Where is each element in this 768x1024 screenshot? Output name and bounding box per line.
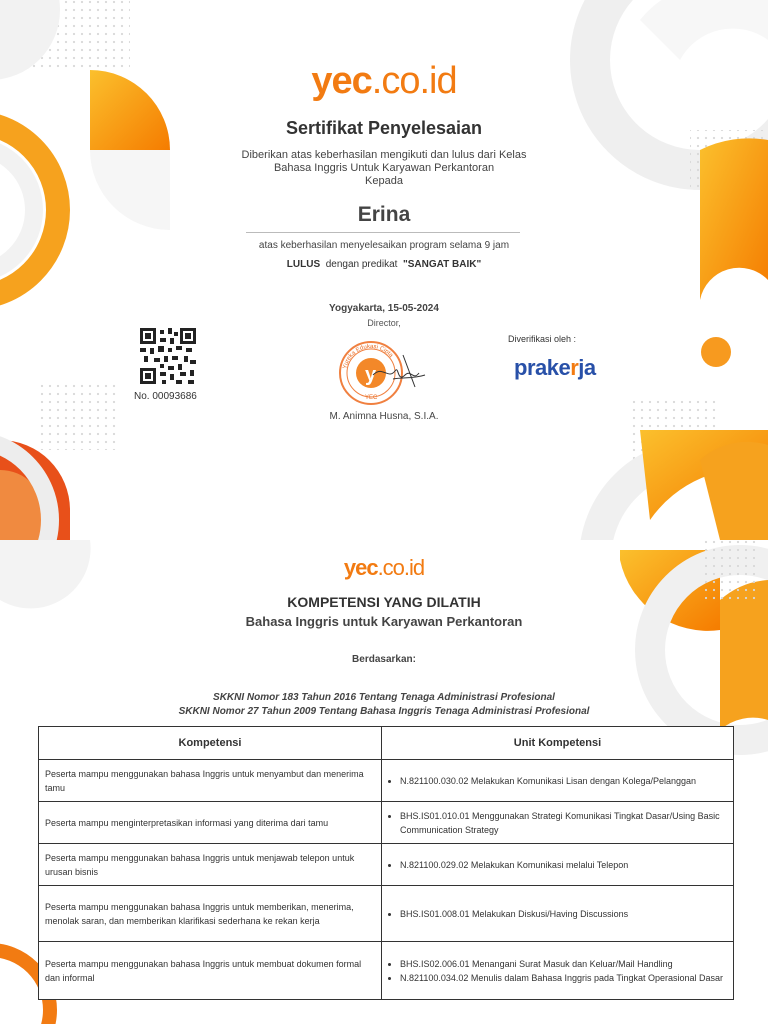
director-label: Director, [367,318,401,328]
city-date: Yogyakarta, 15-05-2024 [329,303,439,314]
competency-cell: Peserta mampu menggunakan bahasa Inggris untuk menyambut dan menerima tamu [39,760,382,802]
prakerja-logo-part: prake [514,355,571,380]
prakerja-logo [514,355,596,381]
competency-cell: Peserta mampu menggunakan bahasa Inggris untuk memberikan, menerima, menolak saran, dan memberikan klarifikasi sederhana ke rekan kerja [39,886,382,942]
reference-line: SKKNI Nomor 27 Tahun 2009 Tentang Bahasa Inggris Tenaga Administrasi Profesional [178,706,590,717]
column-header: Unit Kompetensi [382,727,734,760]
prakerja-logo-accent: r [570,355,579,380]
svg-text:y: y [365,364,377,386]
result-status: LULUS [286,259,321,270]
column-header: Kompetensi [39,727,382,760]
qr-code-icon [140,328,196,384]
recipient-name: Erina [357,203,411,226]
competency-cell: Peserta mampu menggunakan bahasa Inggris untuk membuat dokumen formal dan informal [39,942,382,1000]
name-underline [246,232,520,233]
reference-line: SKKNI Nomor 183 Tahun 2016 Tentang Tenaga Administrasi Profesional [213,692,555,703]
description-line: Bahasa Inggris Untuk Karyawan Perkantoran [273,162,495,174]
verified-by-label: Diverifikasi oleh : [508,334,577,344]
competency-cell: Peserta mampu menginterpretasikan informasi yang diterima dari tamu [39,802,382,844]
logo-domain: .co.id [371,60,457,102]
company-stamp-icon [333,335,443,407]
basis-label: Berdasarkan: [352,654,416,665]
unit-item: • BHS.IS01.008.01 Melakukan Diskusi/Having Discussions [400,907,727,921]
certificate-description [0,149,768,188]
signer-name: M. Animna Husna, S.I.A. [329,411,439,422]
unit-item: • N.821100.030.02 Melakukan Komunikasi Lisan dengan Kolega/Pelanggan [400,774,727,788]
result-middle: dengan predikat [325,259,398,270]
unit-item: • N.821100.034.02 Menulis dalam Bahasa Inggris pada Tingkat Operasional Dasar [400,971,727,985]
description-line: Diberikan atas keberhasilan mengikuti dan lulus dari Kelas [241,149,527,161]
logo-domain: .co.id [377,555,425,580]
competency-cell: Peserta mampu menggunakan bahasa Inggris untuk menjawab telepon untuk urusan bisnis [39,844,382,886]
table-row [39,886,734,942]
table-row [39,942,734,1000]
unit-item: • BHS.IS02.006.01 Menangani Surat Masuk dan Keluar/Mail Handling [400,957,727,971]
unit-cell [382,844,734,886]
stamp-abbr: YEC [365,395,378,401]
unit-item: • N.821100.029.02 Melakukan Komunikasi melalui Telepon [400,858,727,872]
unit-cell [382,760,734,802]
unit-cell [382,942,734,1000]
unit-cell [382,802,734,844]
table-row [39,844,734,886]
competency-title: KOMPETENSI YANG DILATIH [287,594,481,610]
competency-subtitle: Bahasa Inggris untuk Karyawan Perkantoran [245,614,523,629]
certificate-number: No. 00093686 [134,391,197,402]
yec-logo [0,555,768,581]
result-line [0,259,768,270]
prakerja-logo-part: ja [578,355,596,380]
unit-cell [382,886,734,942]
table-header-row [39,727,734,760]
yec-logo [0,60,768,103]
result-grade: "SANGAT BAIK" [403,259,482,270]
description-line: Kepada [365,175,403,187]
logo-brand: yec [343,555,378,580]
unit-item: • BHS.IS01.010.01 Menggunakan Strategi Komunikasi Tingkat Dasar/Using Basic Communication Strategy [400,809,727,837]
competency-table [38,726,734,1000]
logo-brand: yec [311,60,372,102]
stamp-arc-text: Yureka Edukasi Cipta [342,343,394,370]
table-row [39,760,734,802]
table-row [39,802,734,844]
certificate-title: Sertifikat Penyelesaian [285,118,483,138]
program-text: atas keberhasilan menyelesaikan program selama 9 jam [258,240,510,251]
